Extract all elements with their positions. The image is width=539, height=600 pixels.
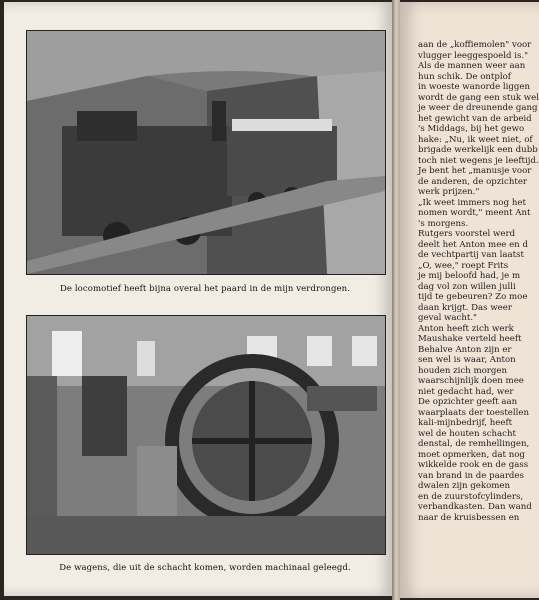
book-gutter <box>392 0 400 600</box>
text-line: wel de houten schacht <box>418 428 516 439</box>
text-line: en de zuurstofcylinders, <box>418 491 524 502</box>
text-line: dag vol zon willen julli <box>418 281 516 292</box>
text-line: toch niet wegens je leeftijd. <box>418 155 539 166</box>
text-line: verbandkasten. Dan wand <box>418 502 532 512</box>
text-line: moet opmerken, dat nog <box>418 449 525 460</box>
wagon-tipper-illustration <box>27 316 385 554</box>
text-line: geval wacht." <box>418 313 478 323</box>
text-line: de anderen, de opzichter <box>418 176 528 187</box>
text-line: je mij beloofd had, je m <box>418 271 521 281</box>
text-line: 's morgens. <box>418 218 469 229</box>
text-line: vlugger leeggespoeld is." <box>418 50 529 61</box>
text-line: kali-mijnbedrijf, heeft <box>418 418 513 428</box>
text-line: Je bent het „manusje voor <box>418 166 532 176</box>
text-line: niet gedacht had, wer <box>418 386 514 397</box>
text-line: sen wel is waar, Anton <box>418 355 516 365</box>
right-page-text-column <box>418 40 539 523</box>
text-line: naar de kruisbessen en <box>418 512 520 523</box>
text-line: waarschijnlijk doen mee <box>418 376 524 386</box>
text-line: nomen wordt," meent Ant <box>418 208 531 218</box>
text-line: de vechtpartij van laatst <box>418 250 524 260</box>
mine-locomotive-photo <box>26 30 386 275</box>
text-line: het gewicht van de arbeid <box>418 113 532 124</box>
left-page <box>4 2 392 596</box>
text-line: „O, wee," roept Frits <box>418 260 509 271</box>
text-line: daan krijgt. Das weer <box>418 302 512 313</box>
text-line: De opzichter geeft aan <box>418 397 518 407</box>
text-line: Maushake verteld heeft <box>418 334 522 344</box>
text-line: brigade werkelijk een dubb <box>418 145 538 155</box>
text-line: Anton heeft zich werk <box>418 323 514 334</box>
text-line: denstal, de remhellingen, <box>418 439 530 449</box>
text-line: deelt het Anton mee en d <box>418 239 528 250</box>
text-line: hun schik. De ontplof <box>418 71 511 82</box>
text-line: Als de mannen weer aan <box>418 61 526 71</box>
text-line: werk prijzen." <box>418 187 480 197</box>
wagon-tipper-photo <box>26 315 386 555</box>
text-line: tijd te gebeuren? Zo moe <box>418 292 528 302</box>
text-line: Rutgers voorstel werd <box>418 229 516 239</box>
text-line: je weer de dreunende gang <box>418 103 538 113</box>
text-line: Behalve Anton zijn er <box>418 344 512 355</box>
text-line: wordt de gang een stuk wel <box>418 92 539 103</box>
caption-wagons: De wagens, die uit de schacht komen, worden machinaal geleegd. <box>59 563 351 573</box>
text-line: hake: „Nu, ik weet niet, of <box>418 134 533 145</box>
text-line: waarplaats der toestellen <box>418 407 530 418</box>
locomotive-illustration <box>27 31 385 274</box>
text-line: „Ik weet immers nog het <box>418 197 526 208</box>
right-page <box>400 2 539 598</box>
text-line: wikkelde rook en de gass <box>418 460 529 470</box>
text-line: in woeste wanorde liggen <box>418 82 531 92</box>
text-line: houden zich morgen <box>418 365 508 376</box>
caption-locomotive: De locomotief heeft bijna overal het paard in de mijn verdrongen. <box>60 284 350 294</box>
text-line: 's Middags, bij het gewo <box>418 124 525 134</box>
text-line: van brand in de paardes <box>418 470 524 481</box>
text-line: dwalen zijn gekomen <box>418 481 511 491</box>
text-line: aan de „koffiemolen" voor <box>418 40 532 50</box>
